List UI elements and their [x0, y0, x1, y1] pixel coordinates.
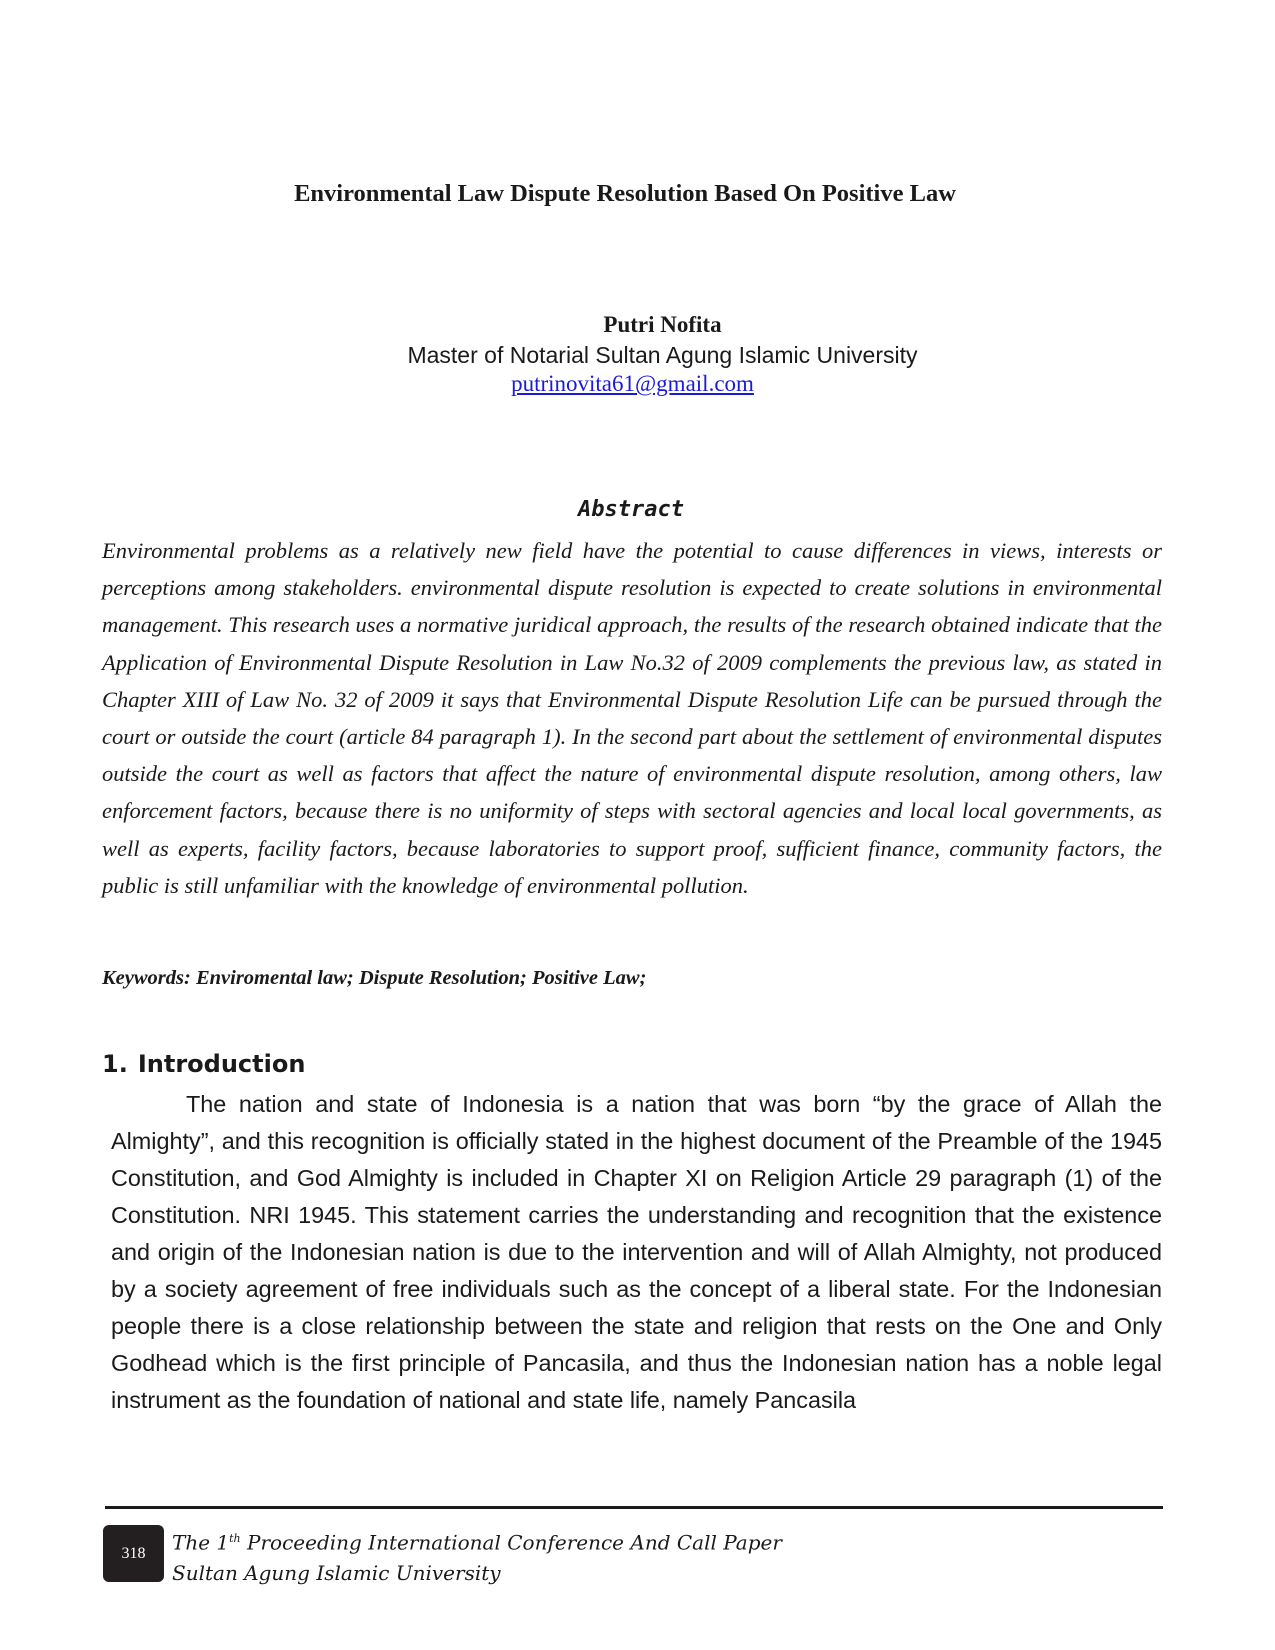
abstract-heading: Abstract: [578, 497, 684, 522]
section-heading-introduction: [102, 1050, 305, 1078]
footer-divider: [105, 1506, 1163, 1509]
author-name: Putri Nofita: [603, 312, 722, 337]
footer-line-2: Sultan Agung Islamic University: [172, 1560, 501, 1585]
footer-line-1-prefix: The 1: [172, 1530, 230, 1555]
keywords: Keywords: Enviromental law; Dispute Resolution; Positive Law;: [102, 967, 647, 989]
page-number-badge: 318: [103, 1525, 164, 1582]
footer-conference-text: [172, 1524, 782, 1588]
abstract-text: Environmental problems as a relatively new field have the potential to cause differences in views, interests or perceptions among stakeholders. environmental dispute resolution is expected to create solutions in environmental management. This research uses a normative juridical approach, the results of the research obtained indicate that the Application of Environmental Dispute Resolution in Law No.32 of 2009 complements the previous law, as stated in Chapter XIII of Law No. 32 of 2009 it says that Environmental Dispute Resolution Life can be pursued through the court or outside the court (article 84 paragraph 1). In the second part about the settlement of environmental disputes outside the court as well as factors that affect the nature of environmental dispute resolution, among others, law enforcement factors, because there is no uniformity of steps with sectoral agencies and local local governments, as well as experts, facility factors, because laboratories to support proof, sufficient finance, community factors, the public is still unfamiliar with the knowledge of environmental pollution.: [102, 538, 1162, 898]
author-block: [0, 310, 1275, 398]
section-title: Introduction: [137, 1050, 306, 1078]
author-email-link[interactable]: putrinovita61@gmail.com: [511, 371, 754, 396]
paper-title: Environmental Law Dispute Resolution Based On Positive Law: [294, 180, 956, 207]
author-affiliation: Master of Notarial Sultan Agung Islamic University: [407, 342, 918, 368]
footer-line-1-sup: th: [229, 1532, 241, 1545]
section-number: 1.: [102, 1050, 128, 1078]
footer-line-1: [172, 1524, 782, 1558]
introduction-text: The nation and state of Indonesia is a nation that was born “by the grace of Allah the Almighty”, and this recognition is officially stated in the highest document of the Preamble of the 1945 Constitution, and God Almighty is included in Chapter XI on Religion Article 29 paragraph (1) of the Constitution. NRI 1945. This statement carries the understanding and recognition that the existence and origin of the Indonesian nation is due to the intervention and will of Allah Almighty, not produced by a society agreement of free individuals such as the concept of a liberal state. For the Indonesian people there is a close relationship between the state and religion that rests on the One and Only Godhead which is the first principle of Pancasila, and thus the Indonesian nation has a noble legal instrument as the foundation of national and state life, namely Pancasila: [111, 1091, 1162, 1413]
footer-line-1-suffix: Proceeding International Conference And Call Paper: [240, 1530, 782, 1555]
